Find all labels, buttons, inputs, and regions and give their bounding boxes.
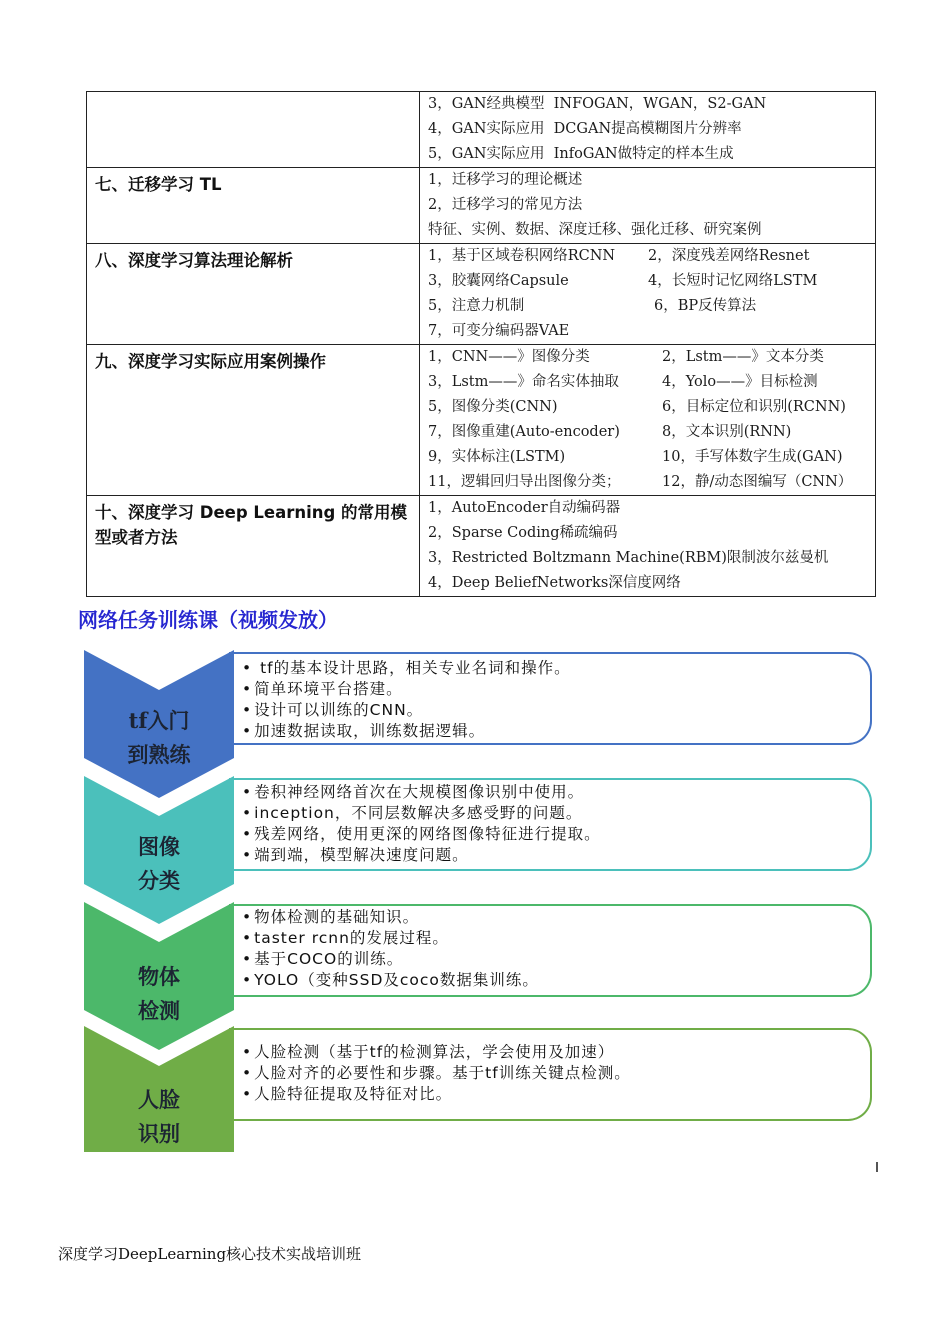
bullet-item: • 卷积神经网络首次在大规模图像识别中使用。: [242, 782, 601, 803]
bullet-item: • 残差网络，使用更深的网络图像特征进行提取。: [242, 824, 601, 845]
list-item: [428, 470, 875, 495]
item-left: 11，逻辑回归导出图像分类；: [428, 474, 621, 490]
stage-bullets: [242, 1042, 631, 1105]
items-cell: [420, 168, 876, 244]
module-cell: 八、深度学习算法理论解析: [87, 244, 420, 345]
list-item: [428, 244, 875, 269]
bullet-item: • 人脸特征提取及特征对比。: [242, 1084, 631, 1105]
list-item: 2，Sparse Coding稀疏编码: [428, 525, 618, 541]
table-row: [87, 496, 876, 597]
list-item: [428, 269, 875, 294]
module-cell: 七、迁移学习 TL: [87, 168, 420, 244]
item-right: 12，静/动态图编写（CNN）: [662, 474, 853, 490]
item-right: 2，Lstm——》文本分类: [662, 349, 824, 365]
item-right: 6，目标定位和识别(RCNN): [662, 399, 846, 415]
stage-label: 人脸 识别: [138, 1087, 180, 1146]
item-right: 4，Yolo——》目标检测: [662, 374, 818, 390]
bullet-item: • inception，不同层数解决多感受野的问题。: [242, 803, 601, 824]
table-row: [87, 345, 876, 496]
page-footer: 深度学习DeepLearning核心技术实战培训班: [58, 1245, 362, 1263]
stage-label: 图像 分类: [138, 834, 180, 893]
list-item: [428, 319, 875, 344]
bullet-item: • tf的基本设计思路，相关专业名词和操作。: [242, 658, 571, 679]
list-item: [428, 420, 875, 445]
items-cell: [420, 496, 876, 597]
stage-bullets: [242, 658, 571, 742]
items-cell: [420, 92, 876, 168]
module-cell: 九、深度学习实际应用案例操作: [87, 345, 420, 496]
bullet-item: • 设计可以训练的CNN。: [242, 700, 571, 721]
item-right: 2，深度残差网络Resnet: [648, 248, 810, 264]
item-left: 7，可变分编码器VAE: [428, 323, 570, 339]
table-row: [87, 244, 876, 345]
bullet-item: • YOLO（变种SSD及coco数据集训练。: [242, 970, 539, 991]
item-left: 3，Lstm——》命名实体抽取: [428, 374, 619, 390]
module-cell: 十、深度学习 Deep Learning 的常用模型或者方法: [87, 496, 420, 597]
list-item: 4，Deep BeliefNetworks深信度网络: [428, 575, 681, 591]
list-item: 2，迁移学习的常见方法: [428, 197, 583, 213]
list-item: 4，GAN实际应用 DCGAN提高模糊图片分辨率: [428, 121, 742, 137]
item-right: 6，BP反传算法: [654, 298, 757, 314]
bullet-item: • 物体检测的基础知识。: [242, 907, 539, 928]
item-left: 5，图像分类(CNN): [428, 399, 558, 415]
bullet-item: • 简单环境平台搭建。: [242, 679, 571, 700]
table-row: [87, 168, 876, 244]
list-item: 3，GAN经典模型 INFOGAN，WGAN，S2-GAN: [428, 96, 767, 112]
bullet-item: • 端到端，模型解决速度问题。: [242, 845, 601, 866]
item-right: 10，手写体数字生成(GAN): [662, 449, 843, 465]
stage-label: 物体 检测: [138, 964, 180, 1023]
section-heading: 网络任务训练课（视频发放）: [78, 608, 338, 632]
list-item: [428, 395, 875, 420]
item-left: 1，基于区域卷积网络RCNN: [428, 248, 616, 264]
list-item: [428, 294, 875, 319]
stage-label: tf入门 到熟练: [127, 708, 191, 767]
list-item: 5，GAN实际应用 InfoGAN做特定的样本生成: [428, 146, 734, 162]
bullet-item: • 人脸检测（基于tf的检测算法，学会使用及加速）: [242, 1042, 631, 1063]
list-item: 1，迁移学习的理论概述: [428, 172, 583, 188]
item-left: 9，实体标注(LSTM): [428, 449, 566, 465]
item-right: 8，文本识别(RNN): [662, 424, 792, 440]
item-left: 1，CNN——》图像分类: [428, 349, 590, 365]
items-cell: [420, 244, 876, 345]
items-cell: [420, 345, 876, 496]
divider: [876, 1162, 878, 1172]
item-right: 4，长短时记忆网络LSTM: [648, 273, 818, 289]
module-cell: [87, 92, 420, 168]
item-left: 3，胶囊网络Capsule: [428, 273, 569, 289]
list-item: [428, 370, 875, 395]
table-row: [87, 92, 876, 168]
list-item: 1，AutoEncoder自动编码器: [428, 500, 621, 516]
list-item: 特征、实例、数据、深度迁移、强化迁移、研究案例: [428, 222, 762, 238]
list-item: [428, 345, 875, 370]
bullet-item: • 加速数据读取，训练数据逻辑。: [242, 721, 571, 742]
syllabus-table: [86, 91, 876, 597]
bullet-item: • 基于COCO的训练。: [242, 949, 539, 970]
item-left: 7，图像重建(Auto-encoder): [428, 424, 620, 440]
bullet-item: • 人脸对齐的必要性和步骤。基于tf训练关键点检测。: [242, 1063, 631, 1084]
list-item: [428, 445, 875, 470]
stage-bullets: [242, 907, 539, 991]
bullet-item: • taster rcnn的发展过程。: [242, 928, 539, 949]
stage-bullets: [242, 782, 601, 866]
list-item: 3，Restricted Boltzmann Machine(RBM)限制波尔兹曼机: [428, 550, 829, 566]
item-left: 5，注意力机制: [428, 298, 525, 314]
stage-face-recognition: [84, 1026, 884, 1154]
